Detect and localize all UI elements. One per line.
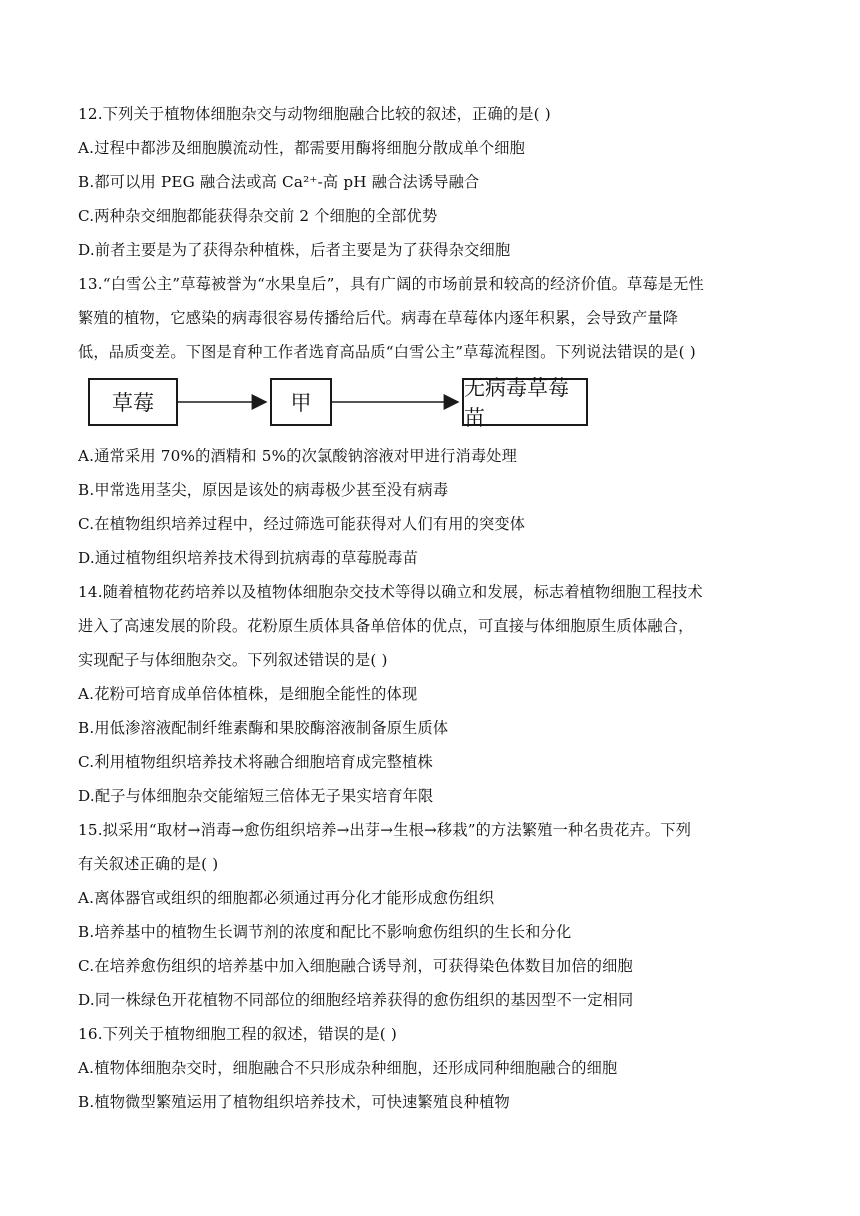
question-13-stem-line-3: 低，品质变差。下图是育种工作者选育高品质“白雪公主”草莓流程图。下列说法错误的是( ) <box>78 343 696 361</box>
flow-node-strawberry: 草莓 <box>88 378 178 426</box>
question-15-option-c: C.在培养愈伤组织的培养基中加入细胞融合诱导剂，可获得染色体数目加倍的细胞 <box>78 957 633 975</box>
question-12-option-c: C.两种杂交细胞都能获得杂交前 2 个细胞的全部优势 <box>78 207 438 225</box>
question-14-stem-line-1: 14.随着植物花药培养以及植物体细胞杂交技术等得以确立和发展，标志着植物细胞工程技术 <box>78 583 703 601</box>
question-14-option-a: A.花粉可培育成单倍体植株，是细胞全能性的体现 <box>78 685 418 703</box>
breeding-flowchart <box>88 378 588 430</box>
question-16-option-a: A.植物体细胞杂交时，细胞融合不只形成杂种细胞，还形成同种细胞融合的细胞 <box>78 1059 618 1077</box>
question-12-stem: 12.下列关于植物体细胞杂交与动物细胞融合比较的叙述，正确的是( ) <box>78 105 551 123</box>
flow-node-jia: 甲 <box>270 378 332 426</box>
question-13-option-c: C.在植物组织培养过程中，经过筛选可能获得对人们有用的突变体 <box>78 515 526 533</box>
question-15-stem-line-1: 15.拟采用“取材→消毒→愈伤组织培养→出芽→生根→移栽”的方法繁殖一种名贵花卉。下列 <box>78 821 692 839</box>
question-15-stem-line-2: 有关叙述正确的是( ) <box>78 855 219 873</box>
question-14-stem-line-2: 进入了高速发展的阶段。花粉原生质体具备单倍体的优点，可直接与体细胞原生质体融合， <box>78 617 694 635</box>
question-12-option-b: B.都可以用 PEG 融合法或高 Ca²⁺-高 pH 融合法诱导融合 <box>78 173 480 191</box>
question-15-option-b: B.培养基中的植物生长调节剂的浓度和配比不影响愈伤组织的生长和分化 <box>78 923 572 941</box>
question-14-option-d: D.配子与体细胞杂交能缩短三倍体无子果实培育年限 <box>78 787 434 805</box>
question-15-option-a: A.离体器官或组织的细胞都必须通过再分化才能形成愈伤组织 <box>78 889 495 907</box>
question-16-option-b: B.植物微型繁殖运用了植物组织培养技术，可快速繁殖良种植物 <box>78 1093 510 1111</box>
question-12-option-d: D.前者主要是为了获得杂种植株，后者主要是为了获得杂交细胞 <box>78 241 511 259</box>
question-13-option-a: A.通常采用 70%的酒精和 5%的次氯酸钠溶液对甲进行消毒处理 <box>78 447 518 465</box>
question-14-option-c: C.利用植物组织培养技术将融合细胞培育成完整植株 <box>78 753 433 771</box>
question-13-stem-line-2: 繁殖的植物，它感染的病毒很容易传播给后代。病毒在草莓体内逐年积累，会导致产量降 <box>78 309 679 327</box>
question-12-option-a: A.过程中都涉及细胞膜流动性，都需要用酶将细胞分散成单个细胞 <box>78 139 526 157</box>
question-13-option-d: D.通过植物组织培养技术得到抗病毒的草莓脱毒苗 <box>78 549 418 567</box>
question-15-option-d: D.同一株绿色开花植物不同部位的细胞经培养获得的愈伤组织的基因型不一定相同 <box>78 991 634 1009</box>
question-13-stem-line-1: 13.“白雪公主”草莓被誉为“水果皇后”，具有广阔的市场前景和较高的经济价值。草莓是无性 <box>78 275 704 293</box>
question-14-option-b: B.用低渗溶液配制纤维素酶和果胶酶溶液制备原生质体 <box>78 719 449 737</box>
question-16-stem: 16.下列关于植物细胞工程的叙述，错误的是( ) <box>78 1025 398 1043</box>
question-13-option-b: B.甲常选用茎尖，原因是该处的病毒极少甚至没有病毒 <box>78 481 449 499</box>
flow-node-virus-free-seedling: 无病毒草莓苗 <box>462 378 588 426</box>
question-14-stem-line-3: 实现配子与体细胞杂交。下列叙述错误的是( ) <box>78 651 388 669</box>
